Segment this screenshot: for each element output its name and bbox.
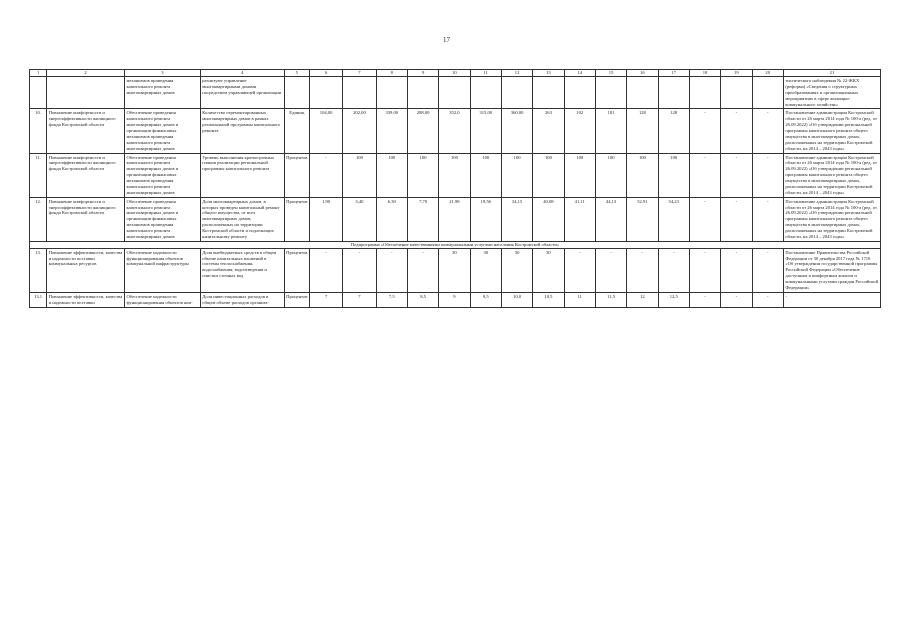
- value-cell: 54,23: [658, 197, 689, 241]
- value-cell: 100: [501, 153, 532, 197]
- value-cell: 202,00: [343, 109, 376, 153]
- column-number-cell: 1: [30, 70, 47, 77]
- row-number-cell: 10.: [30, 109, 47, 153]
- value-cell: [564, 77, 595, 109]
- value-cell: 100: [533, 153, 564, 197]
- table-row: [30, 197, 881, 241]
- value-cell: 100: [627, 153, 658, 197]
- value-cell: [376, 77, 407, 109]
- value-cell: -: [407, 248, 438, 292]
- value-cell: -: [689, 292, 720, 307]
- value-cell: 100: [470, 153, 501, 197]
- value-cell: 100: [658, 153, 689, 197]
- column-number-cell: 12: [501, 70, 532, 77]
- value-cell: 19,56: [470, 197, 501, 241]
- value-cell: [689, 77, 720, 109]
- table-row: [30, 248, 881, 292]
- value-cell: 40,08: [533, 197, 564, 241]
- column-number-cell: 16: [627, 70, 658, 77]
- value-cell: 7,70: [407, 197, 438, 241]
- value-cell: 360,00: [501, 109, 532, 153]
- value-cell: [658, 77, 689, 109]
- value-cell: 263: [533, 109, 564, 153]
- goal-cell: Повышение комфортности и энергоэффективности жилищного фонда Костромской области: [47, 109, 125, 153]
- value-cell: 1,90: [309, 197, 342, 241]
- value-cell: -: [343, 248, 376, 292]
- source-cell: Постановление администрации Костромской области от 26 марта 2014 года № 100-а (ред. от 26.09.2022) «Об утверждении региональной программы капитального ремонта общего имущества в многоквартирных домах, расположенных на территории Костромской области, на 2014 – 2043 годы»: [783, 153, 880, 197]
- column-number-cell: 5: [284, 70, 309, 77]
- goal-cell: Повышение комфортности и энергоэффективности жилищного фонда Костромской области: [47, 197, 125, 241]
- column-number-cell: 7: [343, 70, 376, 77]
- value-cell: -: [309, 153, 342, 197]
- value-cell: [721, 77, 752, 109]
- row-number-cell: 12.: [30, 197, 47, 241]
- value-cell: [407, 77, 438, 109]
- column-number-cell: 9: [407, 70, 438, 77]
- row-number-cell: 13.: [30, 248, 47, 292]
- unit-cell: Процентов: [284, 292, 309, 307]
- task-cell: Обеспечение надежности функционирования объектов коммунальной инфраструктуры: [124, 248, 200, 292]
- value-cell: -: [752, 153, 783, 197]
- table-row: [30, 292, 881, 307]
- value-cell: [752, 77, 783, 109]
- task-cell: Обеспечение проведения капитального ремонта многоквартирных домов и организации финансовых механизмов проведения капитального ремонта многоквартирных домов: [124, 197, 200, 241]
- value-cell: 315,00: [470, 109, 501, 153]
- value-cell: 52,91: [627, 197, 658, 241]
- value-cell: -: [752, 109, 783, 153]
- indicator-cell: Доля внебюджетных средств в общем объеме капитальных вложений в системы теплоснабжения, водоснабжения, водоотведения и очистки сточных вод: [200, 248, 284, 292]
- value-cell: -: [595, 248, 626, 292]
- goal-cell: Повышение эффективности, качества и надежности поставки: [47, 292, 125, 307]
- value-cell: 30: [439, 248, 470, 292]
- indicator-cell: Уровень выполнения краткосрочных планов реализации региональной программы капитального ремонта: [200, 153, 284, 197]
- value-cell: -: [752, 248, 783, 292]
- value-cell: 9: [439, 292, 470, 307]
- value-cell: 7,5: [376, 292, 407, 307]
- value-cell: 100: [407, 153, 438, 197]
- value-cell: 41,11: [564, 197, 595, 241]
- task-cell: Обеспечение проведения капитального ремонта многоквартирных домов и организации финансовых механизмов проведения капитального ремонта многоквартирных домов: [124, 153, 200, 197]
- column-number-cell: 17: [658, 70, 689, 77]
- indicator-cell: Доля многоквартирных домов, в которых проведен капитальный ремонт общего имущества, от всех многоквартирных домов, расположенных на территории Костромской области и подлежащих капитальному ремонту: [200, 197, 284, 241]
- value-cell: [470, 77, 501, 109]
- value-cell: 104,00: [309, 109, 342, 153]
- indicator-cell: Доля инвестиционных расходов в общем объеме расходов организа-: [200, 292, 284, 307]
- task-cell: механизмов проведения капитального ремонта многоквартирных домов: [124, 77, 200, 109]
- value-cell: 100: [439, 153, 470, 197]
- value-cell: 44,13: [595, 197, 626, 241]
- column-number-cell: 13: [533, 70, 564, 77]
- value-cell: -: [627, 248, 658, 292]
- value-cell: 339,00: [376, 109, 407, 153]
- source-cell: -: [783, 292, 880, 307]
- column-number-cell: 10: [439, 70, 470, 77]
- value-cell: -: [721, 248, 752, 292]
- value-cell: 100: [343, 153, 376, 197]
- goal-cell: Повышение эффективности, качества и надежности поставки коммунальных ресурсов: [47, 248, 125, 292]
- value-cell: -: [721, 292, 752, 307]
- value-cell: -: [689, 153, 720, 197]
- value-cell: 100: [595, 153, 626, 197]
- table-row: [30, 153, 881, 197]
- value-cell: [595, 77, 626, 109]
- indicators-table: [29, 69, 881, 308]
- value-cell: [533, 77, 564, 109]
- column-number-cell: 15: [595, 70, 626, 77]
- value-cell: 12,5: [658, 292, 689, 307]
- value-cell: 128: [658, 109, 689, 153]
- value-cell: 352,0: [439, 109, 470, 153]
- column-number-cell: 18: [689, 70, 720, 77]
- value-cell: 181: [595, 109, 626, 153]
- value-cell: 30: [501, 248, 532, 292]
- column-number-cell: 8: [376, 70, 407, 77]
- value-cell: -: [752, 292, 783, 307]
- value-cell: 10,0: [501, 292, 532, 307]
- subprogram-row: [30, 241, 881, 248]
- value-cell: -: [689, 197, 720, 241]
- value-cell: [501, 77, 532, 109]
- task-cell: Обеспечение проведения капитального ремонта многоквартирных домов и организации финансовых механизмов проведения капитального ремонта многоквартирных домов: [124, 109, 200, 153]
- value-cell: -: [689, 109, 720, 153]
- value-cell: 11: [564, 292, 595, 307]
- column-number-cell: 11: [470, 70, 501, 77]
- unit-cell: Процентов: [284, 248, 309, 292]
- unit-cell: Процентов: [284, 153, 309, 197]
- value-cell: [627, 77, 658, 109]
- value-cell: -: [689, 248, 720, 292]
- value-cell: 10,5: [533, 292, 564, 307]
- value-cell: 7: [343, 292, 376, 307]
- value-cell: 102: [564, 109, 595, 153]
- value-cell: 9,5: [470, 292, 501, 307]
- source-cell: Постановление администрации Костромской области от 26 марта 2014 года № 100-а (ред. от 26.09.2022) «Об утверждении региональной программы капитального ремонта общего имущества в многоквартирных домах, расположенных на территории Костромской области, на 2014 – 2043 годы»: [783, 109, 880, 153]
- column-number-cell: 2: [47, 70, 125, 77]
- value-cell: [309, 77, 342, 109]
- value-cell: 12: [627, 292, 658, 307]
- row-number-cell: 13.1: [30, 292, 47, 307]
- value-cell: 7: [309, 292, 342, 307]
- value-cell: 100: [564, 153, 595, 197]
- column-number-cell: 3: [124, 70, 200, 77]
- source-cell: тистического наблюдения № 22-ЖКХ (реформа) «Сведения о структурных преобразованиях и организационных мероприятиях в сфере жилищно-коммунального хозяйства»: [783, 77, 880, 109]
- value-cell: 11,5: [595, 292, 626, 307]
- indicator-cell: реализуют управление многоквартирными домами посредством управляющей организации: [200, 77, 284, 109]
- column-number-cell: 19: [721, 70, 752, 77]
- page-number: 17: [443, 36, 450, 44]
- column-number-cell: 21: [783, 70, 880, 77]
- value-cell: [439, 77, 470, 109]
- value-cell: -: [721, 153, 752, 197]
- unit-cell: [284, 77, 309, 109]
- table-row: [30, 109, 881, 153]
- value-cell: 30: [533, 248, 564, 292]
- value-cell: 288,00: [407, 109, 438, 153]
- value-cell: 30: [470, 248, 501, 292]
- value-cell: 100: [376, 153, 407, 197]
- value-cell: -: [564, 248, 595, 292]
- subprogram-title: Подпрограмма «Обеспечение качественными коммунальными услугами населения Костромской области»: [30, 241, 881, 248]
- column-number-cell: 20: [752, 70, 783, 77]
- indicator-cell: Количество отремонтированных многоквартирных домов в рамках региональной программы капитального ремонта: [200, 109, 284, 153]
- value-cell: 3,40: [343, 197, 376, 241]
- value-cell: 8,5: [407, 292, 438, 307]
- value-cell: -: [376, 248, 407, 292]
- column-numbers-row: [30, 70, 881, 77]
- value-cell: -: [658, 248, 689, 292]
- goal-cell: [47, 77, 125, 109]
- table-row: [30, 77, 881, 109]
- value-cell: 6,30: [376, 197, 407, 241]
- column-number-cell: 6: [309, 70, 342, 77]
- value-cell: [343, 77, 376, 109]
- task-cell: Обеспечение надежности функционирования объектов ком-: [124, 292, 200, 307]
- value-cell: -: [752, 197, 783, 241]
- unit-cell: Процентов: [284, 197, 309, 241]
- source-cell: Постановление Правительства Российской Федерации от 30 декабря 2017 года № 1710 «Об утверждении государственной программы Российской Федерации «Обеспечение доступным и комфортным жильем и коммунальными услугами граждан Российской Федерации»: [783, 248, 880, 292]
- value-cell: -: [721, 197, 752, 241]
- value-cell: -: [309, 248, 342, 292]
- column-number-cell: 14: [564, 70, 595, 77]
- value-cell: 34,15: [501, 197, 532, 241]
- column-number-cell: 4: [200, 70, 284, 77]
- goal-cell: Повышение комфортности и энергоэффективности жилищного фонда Костромской области: [47, 153, 125, 197]
- value-cell: 128: [627, 109, 658, 153]
- row-number-cell: [30, 77, 47, 109]
- value-cell: 21,98: [439, 197, 470, 241]
- value-cell: -: [721, 109, 752, 153]
- unit-cell: Единиц: [284, 109, 309, 153]
- source-cell: Постановление администрации Костромской области от 26 марта 2014 года № 100-а (ред. от 26.09.2022) «Об утверждении региональной программы капитального ремонта общего имущества в многоквартирных домах, расположенных на территории Костромской области, на 2014 – 2043 годы»: [783, 197, 880, 241]
- row-number-cell: 11.: [30, 153, 47, 197]
